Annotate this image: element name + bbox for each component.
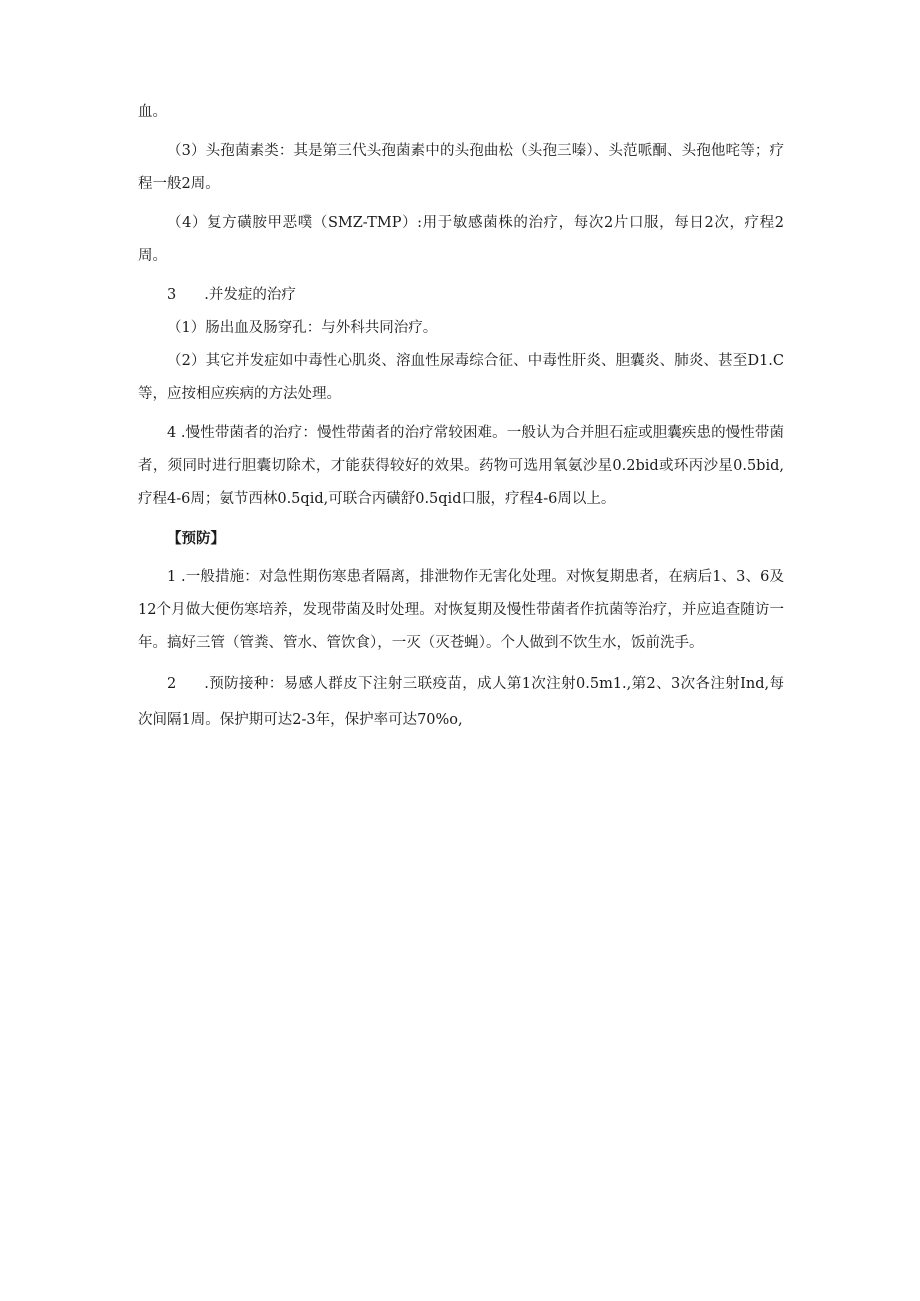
paragraph-intestinal-bleeding: （1）肠出血及肠穿孔：与外科共同治疗。 [167, 320, 438, 336]
section-heading-prevention: 【预防】 [167, 530, 225, 547]
paragraph-continuation: 血。 [138, 104, 167, 120]
paragraph-complications-heading [138, 279, 784, 312]
paragraph-vaccination [138, 666, 784, 738]
paragraph-smz-tmp: （4）复方磺胺甲恶噗（SMZ-TMP）:用于敏感菌株的治疗，每次2片口服，每日2次，疗程2周。 [138, 215, 784, 264]
paragraph-other-complications: （2）其它并发症如中毒性心肌炎、溶血性尿毒综合征、中毒性肝炎、胆囊炎、肺炎、甚至D1.C等，应按相应疾病的方法处理。 [138, 353, 784, 402]
item-number: 2 [167, 676, 177, 692]
item-text: .预防接种：易感人群皮下注射三联疫苗，成人第1次注射0.5m1.,第2、3次各注射Ind,每次间隔1周。保护期可达2-3年，保护率可达70%o, [138, 676, 784, 728]
paragraph-chronic-carriers: 4 .慢性带菌者的治疗：慢性带菌者的治疗常较困难。一般认为合并胆石症或胆囊疾患的慢性带菌者，须同时进行胆囊切除术，才能获得较好的效果。药物可选用氧氨沙星0.2bid或环丙沙星0.5bid,疗程4-6周；氨节西林0.5qid,可联合丙磺舒0.5qid口服，疗程4-6周以上。 [138, 425, 784, 507]
document-body [138, 96, 784, 738]
paragraph-cephalosporins: （3）头孢菌素类：其是第三代头孢菌素中的头孢曲松（头孢三嗪）、头范哌酮、头孢他咤等；疗程一般2周。 [138, 143, 784, 192]
item-title: .并发症的治疗 [204, 287, 296, 303]
paragraph-general-measures: 1 .一般措施：对急性期伤寒患者隔离，排泄物作无害化处理。对恢复期患者，在病后1、3、6及12个月做大便伤寒培养，发现带菌及时处理。对恢复期及慢性带菌者作抗菌等治疗，并应追查随访一年。搞好三管（管粪、管水、管饮食），一灭（灭苍蝇）。个人做到不饮生水，饭前洗手。 [138, 569, 784, 651]
item-number: 3 [167, 287, 177, 303]
